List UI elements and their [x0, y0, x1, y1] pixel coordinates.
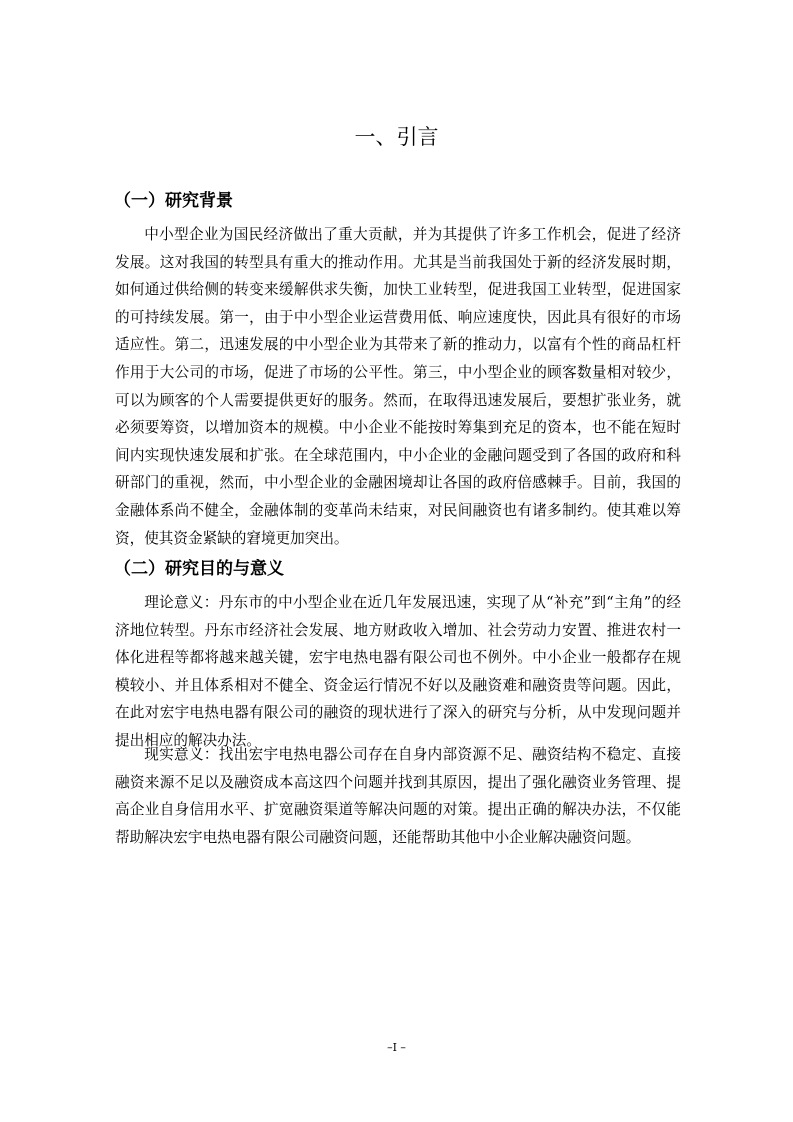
chapter-title: 一、引言: [354, 125, 439, 149]
section-heading-purpose-significance: （二）研究目的与意义: [114, 559, 284, 579]
paragraph-theoretical-significance: 理论意义：丹东市的中小型企业在近几年发展迅速，实现了从“补充”到“主角”的经济地位转型。丹东市经济社会发展、地方财政收入增加、社会劳动力安置、推进农村一体化进程等都将越来越关键，宏宇电热电器有限公司也不例外。中小企业一般都存在规模较小、并且体系相对不健全、资金运行情况不好以及融资难和融资贵等问题。因此，在此对宏宇电热电器有限公司的融资的现状进行了深入的研究与分析，从中发现问题并提出相应的解决办法。: [115, 594, 681, 749]
paragraph-research-background: 中小型企业为国民经济做出了重大贡献，并为其提供了许多工作机会，促进了经济发展。这对我国的转型具有重大的推动作用。尤其是当前我国处于新的经济发展时期，如何通过供给侧的转变来缓解供求失衡，加快工业转型，促进我国工业转型，促进国家的可持续发展。第一，由于中小型企业运营费用低、响应速度快，因此具有很好的市场适应性。第二，迅速发展的中小型企业为其带来了新的推动力，以富有个性的商品杠杆作用于大公司的市场，促进了市场的公平性。第三，中小型企业的顾客数量相对较少，可以为顾客的个人需要提供更好的服务。然而，在取得迅速发展后，要想扩张业务，就必须要筹资，以增加资本的规模。中小企业不能按时筹集到充足的资本，也不能在短时间内实现快速发展和扩张。在全球范围内，中小企业的金融问题受到了各国的政府和科研部门的重视，然而，中小型企业的金融困境却让各国的政府倍感棘手。目前，我国的金融体系尚不健全，金融体制的变革尚未结束，对民间融资也有诸多制约。使其难以筹资，使其资金紧缺的窘境更加突出。: [115, 226, 681, 547]
section-heading-research-background: （一）研究背景: [114, 191, 233, 211]
page-number: –I –: [387, 1041, 406, 1054]
paragraph-practical-significance: 现实意义：找出宏宇电热电器公司存在自身内部资源不足、融资结构不稳定、直接融资来源不足以及融资成本高这四个问题并找到其原因，提出了强化融资业务管理、提高企业自身信用水平、扩宽融资渠道等解决问题的对策。提出正确的解决办法，不仅能帮助解决宏宇电热电器有限公司融资问题，还能帮助其他中小企业解决融资问题。: [115, 746, 681, 846]
